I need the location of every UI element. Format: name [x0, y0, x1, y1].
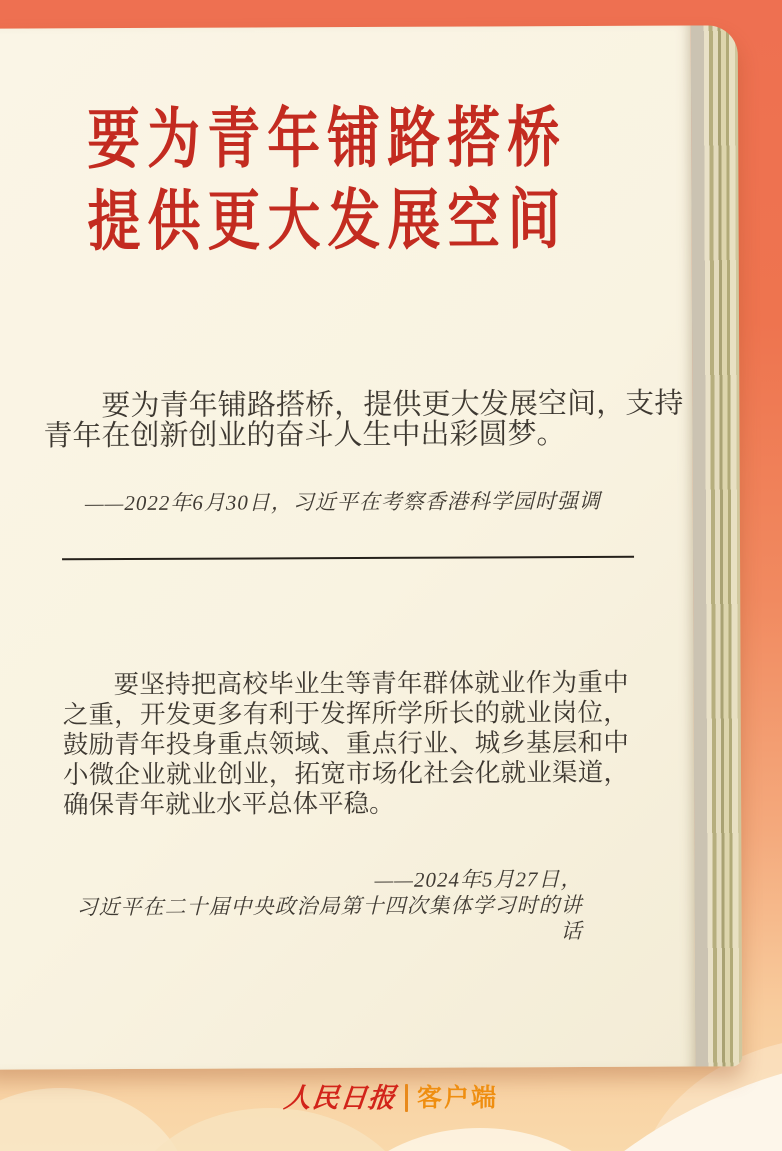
poster-title [73, 98, 581, 264]
footer-brand-logo [0, 1083, 782, 1113]
cloud-decoration [120, 1108, 420, 1151]
quote-paragraph-2: 要坚持把高校毕业生等青年群体就业作为重中之重，开发更多有利于发挥所学所长的就业岗位，鼓励青年投身重点领域、重点行业、城乡基层和中小微企业就业创业，拓宽市场化社会化就业渠道，确保青年就业水平总体平稳。 [62, 667, 630, 820]
brand-name-text: 人民日报 [282, 1083, 398, 1113]
attribution-2-date: ——2024年5月27日， [374, 867, 583, 892]
attribution-2-source: 习近平在二十届中央政治局第十四次集体学习时的讲话 [76, 893, 583, 944]
quote-attribution-2 [63, 866, 582, 946]
section-divider [62, 556, 634, 560]
brand-divider-bar [405, 1084, 408, 1112]
title-line-2: 提供更大发展空间 [87, 184, 568, 260]
brand-client-text: 客户端 [416, 1084, 498, 1112]
page-edge-stack [691, 25, 743, 1066]
book-page [0, 25, 742, 1069]
page-face [0, 26, 695, 1070]
quote-paragraph-1: 要为青年铺路搭桥，提供更大发展空间，支持青年在创新创业的奋斗人生中出彩圆梦。 [43, 387, 684, 453]
title-line-1: 要为青年铺路搭桥 [87, 102, 568, 178]
quote-attribution-1: ——2022年6月30日，习近平在考察香港科学园时强调 [84, 488, 601, 516]
